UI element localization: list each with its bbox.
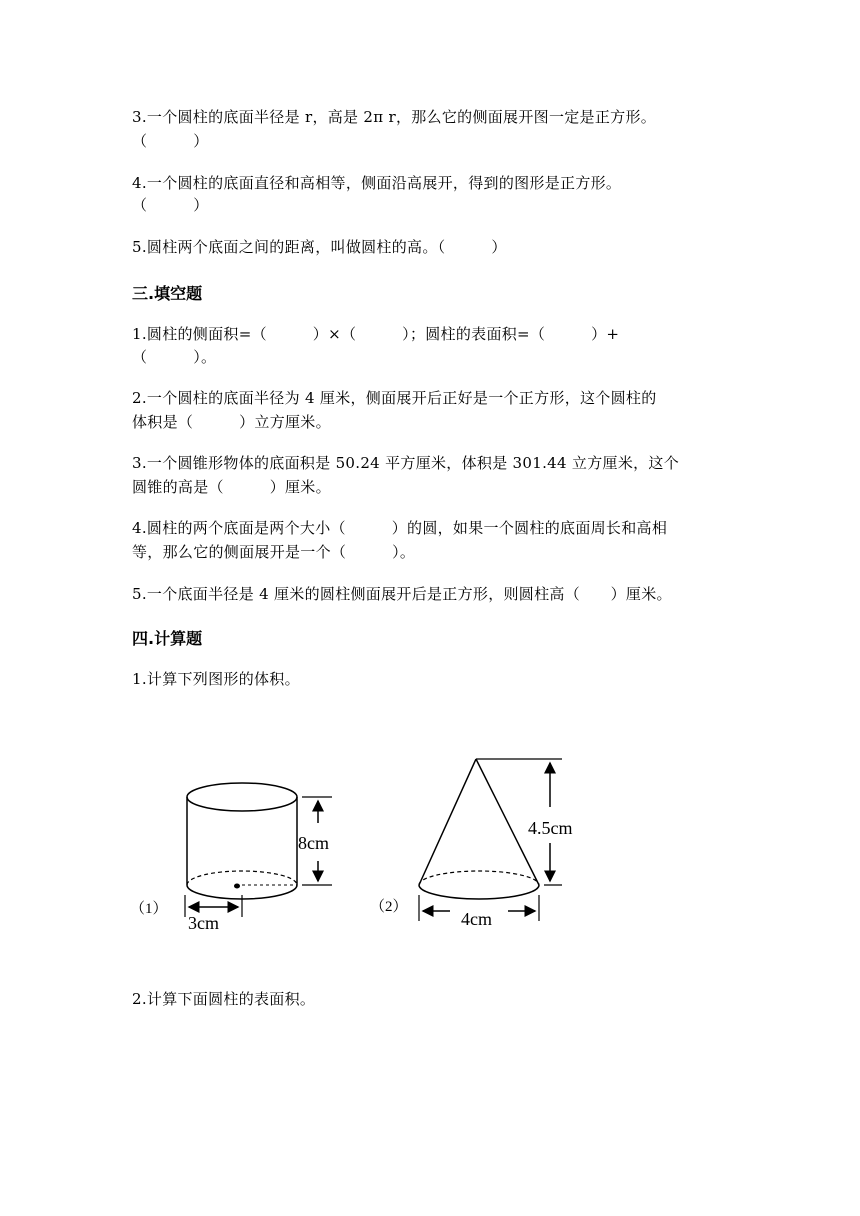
geometry-figures [120,745,600,945]
cone-figure-label: （2） [370,899,408,915]
calc-q1: 1.计算下列图形的体积。 [132,670,300,688]
fill-q4-line1: 4.圆柱的两个底面是两个大小（ ）的圆，如果一个圆柱的底面周长和高相 [132,519,668,537]
section-4-title: 四.计算题 [132,629,203,648]
fill-q4-line2: 等，那么它的侧面展开是一个（ ）。 [132,543,416,561]
cylinder-bottom-back [187,871,297,885]
cone-base-back [419,871,539,885]
cylinder-center-dot [234,884,240,889]
judge-q5-line1: 5.圆柱两个底面之间的距离，叫做圆柱的高。（ ） [132,238,507,256]
fill-q2-line2: 体积是（ ）立方厘米。 [132,413,331,431]
cylinder-height-label: 8cm [298,833,329,853]
calc-q2: 2.计算下面圆柱的表面积。 [132,990,316,1008]
fill-q3-line2: 圆锥的高是（ ）厘米。 [132,478,331,496]
judge-q4-answer-blank: （ ） [132,196,209,214]
fill-q2-line1: 2.一个圆柱的底面半径为 4 厘米，侧面展开后正好是一个正方形，这个圆柱的 [132,389,657,407]
cone-left-slant [419,759,476,885]
judge-q3-answer-blank: （ ） [132,132,209,150]
fill-q1-line2: （ ）。 [132,348,217,366]
fill-q3-line1: 3.一个圆锥形物体的底面积是 50.24 平方厘米，体积是 301.44 立方厘米，这个 [132,454,680,472]
cylinder-figure [130,783,332,933]
fill-q1-line1: 1.圆柱的侧面积=（ ）×（ ）；圆柱的表面积=（ ）+ [132,325,620,343]
cylinder-top-ellipse [187,783,297,811]
judge-q4-line1: 4.一个圆柱的底面直径和高相等，侧面沿高展开，得到的图形是正方形。 [132,174,622,192]
cylinder-radius-label: 3cm [188,913,219,933]
cone-height-label: 4.5cm [528,818,573,838]
cone-diameter-label: 4cm [461,909,492,929]
cylinder-figure-label: （1） [130,901,168,917]
fill-q5-line1: 5.一个底面半径是 4 厘米的圆柱侧面展开后是正方形，则圆柱高（ ）厘米。 [132,585,672,603]
cone-base-front [419,885,539,899]
judge-q3-line1: 3.一个圆柱的底面半径是 r，高是 2π r，那么它的侧面展开图一定是正方形。 [132,108,657,126]
cone-figure [370,759,573,929]
section-3-title: 三.填空题 [132,284,203,303]
